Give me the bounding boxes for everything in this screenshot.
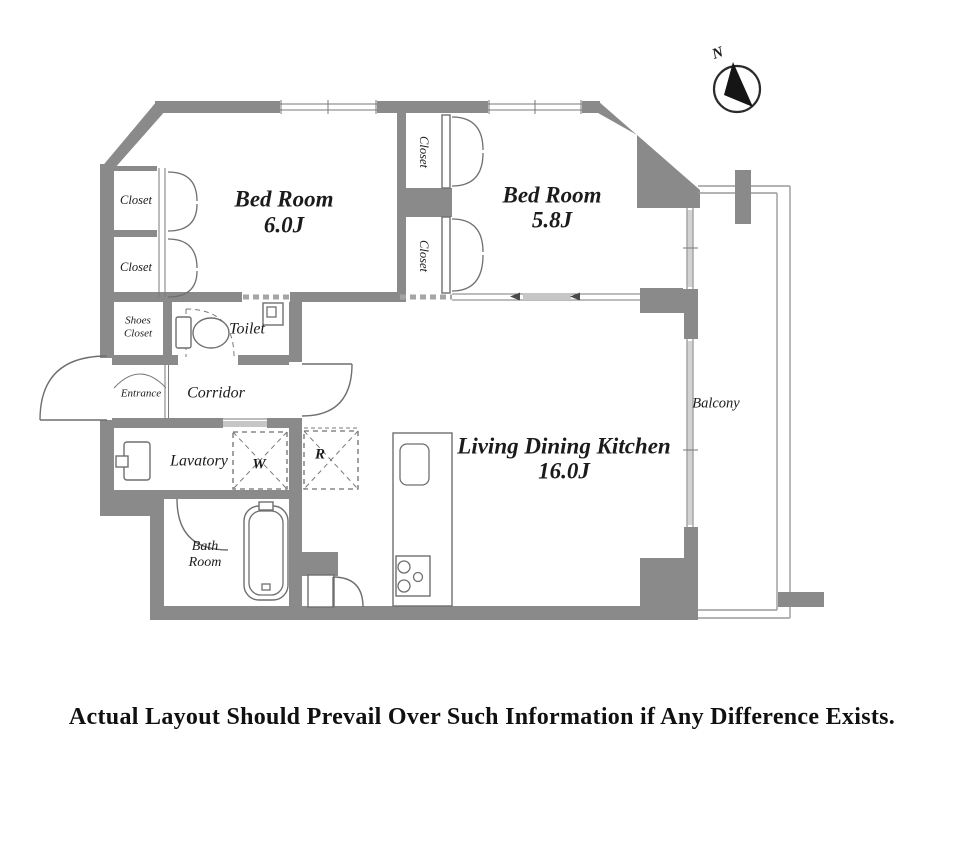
wall-left-jog — [100, 490, 164, 516]
wall-left-lower — [100, 420, 114, 492]
room-size-ldk: 16.0J — [538, 458, 590, 484]
wall-corridor-ldk-upper — [289, 302, 302, 362]
shoes-closet-label-line2: Closet — [123, 327, 153, 340]
balcony-label: Balcony — [692, 395, 740, 412]
closet-doors-bedroom1 — [159, 168, 197, 297]
wall-right-stub — [640, 288, 698, 313]
entrance-step-curve — [114, 374, 166, 388]
closet-left-top-edge — [112, 166, 157, 171]
bedroom2-sliding-door — [452, 293, 640, 301]
wall-right-step — [640, 558, 698, 610]
corridor-door — [302, 364, 352, 416]
room-label-ldk: Living Dining Kitchen — [457, 433, 671, 459]
wall-mid-horizontal-a — [112, 292, 242, 302]
compass — [709, 44, 760, 112]
refrigerator-box — [304, 431, 358, 489]
lavatory-basin — [116, 442, 150, 480]
lavatory-sliding-door — [223, 419, 267, 427]
bathtub — [244, 502, 288, 600]
balcony-outline — [698, 170, 824, 618]
wall-mid-horizontal-b — [290, 292, 397, 302]
balcony-partition-bottom — [778, 592, 824, 607]
closet-label-4: Closet — [417, 240, 432, 272]
compass-north-label: N — [709, 44, 726, 63]
wall-toilet-corridor-b — [238, 355, 289, 365]
wall-shoes-toilet — [163, 302, 172, 355]
window-bedroom1-top — [280, 100, 377, 114]
wall-lavatory-bath — [164, 490, 289, 499]
corridor-label: Corridor — [187, 384, 245, 402]
bathroom-label-line2: Room — [188, 555, 222, 571]
closet-label-3: Closet — [417, 136, 432, 168]
wall-bottom — [150, 606, 698, 620]
toilet-handwash-box — [263, 303, 283, 325]
entrance-label: Entrance — [120, 387, 162, 400]
shoes-closet-label-line1: Shoes — [125, 314, 151, 327]
toilet-fixture — [176, 317, 229, 348]
room-size-bedroom2: 5.8J — [531, 207, 573, 233]
closet-label-1: Closet — [120, 192, 152, 207]
closet-column-divider — [397, 188, 452, 217]
entrance-door — [40, 356, 107, 420]
window-ldk-right — [683, 339, 698, 527]
balcony-partition-top — [735, 170, 751, 224]
lavatory-label: Lavatory — [170, 452, 228, 470]
wall-bottom-pillar — [302, 552, 338, 576]
room-size-bedroom1: 6.0J — [263, 212, 305, 238]
refrigerator-label: R — [314, 446, 326, 463]
ldk-storage-door — [308, 575, 363, 607]
window-bedroom2-right — [683, 208, 698, 289]
wall-left-bottom — [150, 514, 164, 610]
entrance-corridor-line — [165, 365, 169, 418]
room-label-bedroom1: Bed Room — [234, 186, 334, 212]
room-label-bedroom2: Bed Room — [502, 182, 602, 208]
stove — [396, 556, 430, 596]
wall-corridor-ldk-lower — [289, 418, 302, 494]
washer-label: W — [252, 456, 266, 473]
wall-corridor-lavatory-a — [112, 418, 223, 428]
wall-toilet-corridor-a — [112, 355, 178, 365]
wall-top-left-diagonal — [100, 101, 174, 169]
wall-left-upper — [100, 164, 114, 358]
wall-right-stub-lower — [684, 313, 698, 339]
closet-left-divider — [112, 230, 157, 237]
window-bedroom2-top — [488, 100, 582, 114]
closet-label-2: Closet — [120, 259, 152, 274]
wall-corridor-lavatory-b — [267, 418, 289, 428]
wall-right-lower — [684, 527, 698, 563]
wall-bath-ldk — [289, 494, 302, 608]
disclaimer-caption: Actual Layout Should Prevail Over Such Information if Any Difference Exists. — [68, 704, 896, 730]
wall-top-right-diagonal — [598, 101, 700, 208]
bedroom1-sliding-door — [242, 292, 290, 302]
windows — [280, 100, 698, 527]
bathroom-label-line1: Bath — [191, 539, 219, 555]
kitchen-counter — [393, 433, 452, 606]
toilet-label: Toilet — [229, 320, 265, 338]
